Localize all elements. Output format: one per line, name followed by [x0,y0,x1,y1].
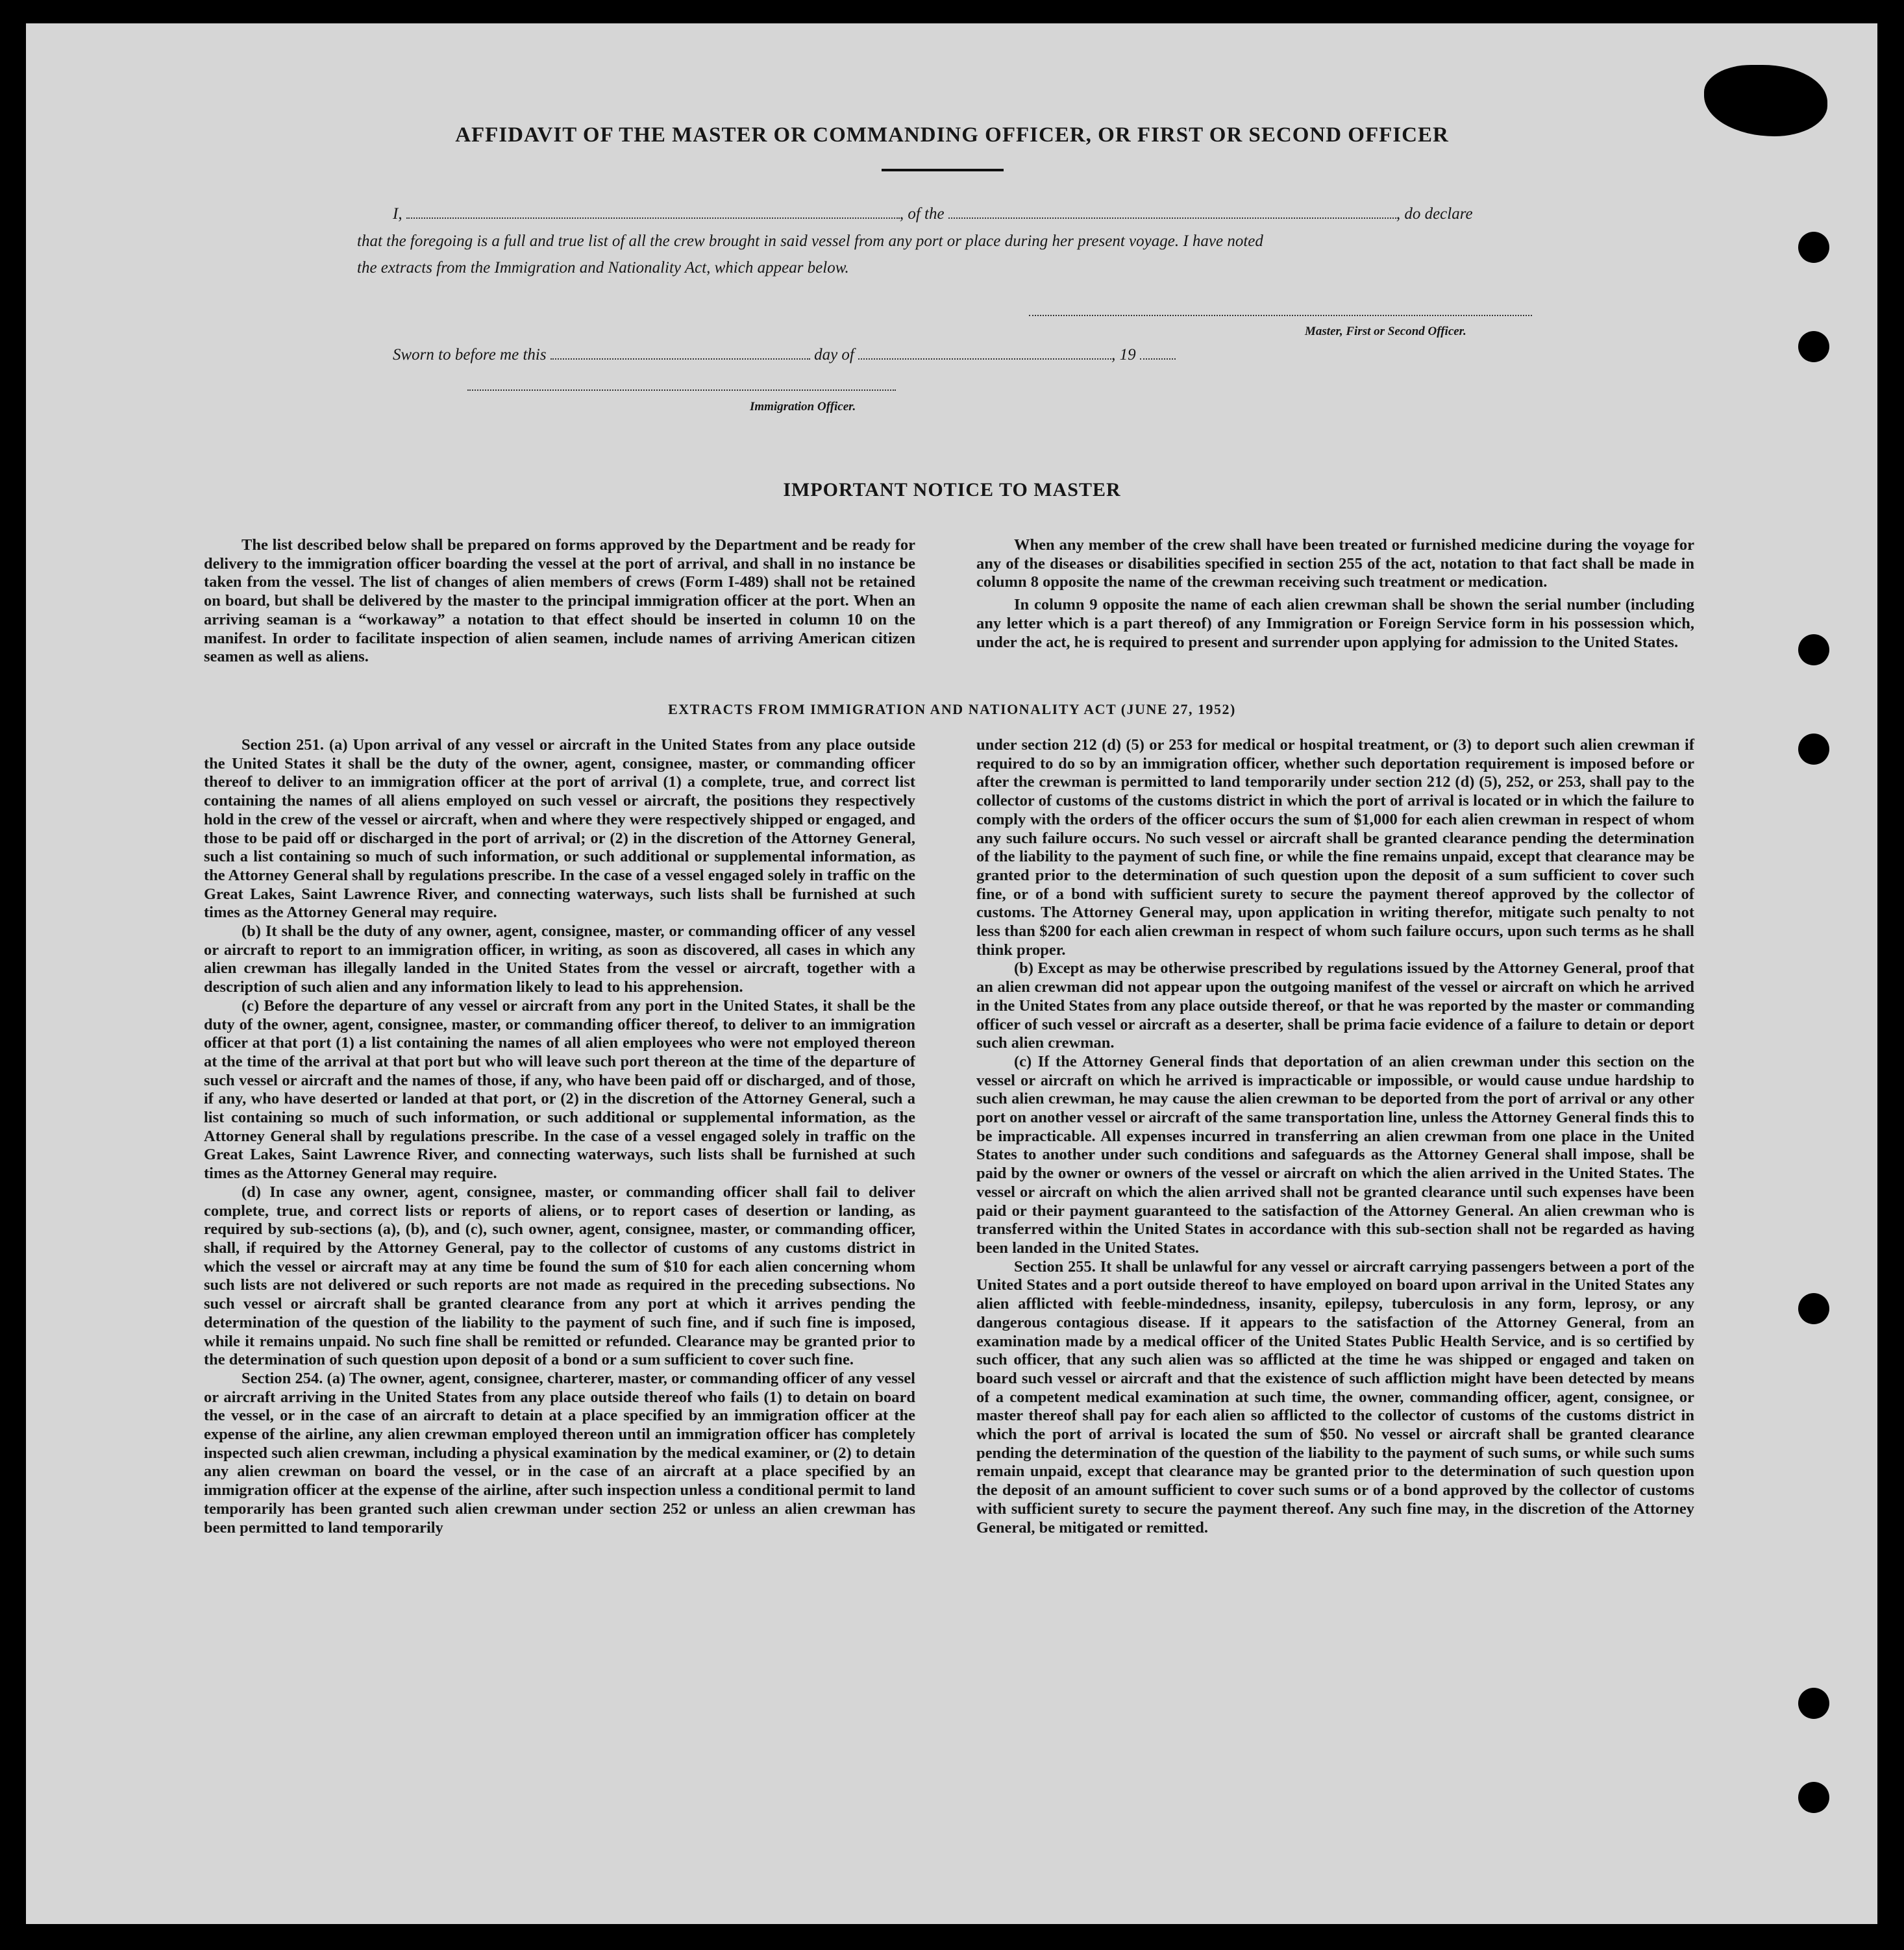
sworn-year-field[interactable] [1140,345,1176,360]
officer-signature-label: Immigration Officer. [750,400,856,413]
punch-hole [1798,634,1829,665]
notice-right-column [976,536,1694,652]
officer-signature-line[interactable] [467,389,896,391]
section-251-d: (d) In case any owner, agent, consignee, master, or commanding officer shall fail to deliver complete, true, and correct lists or reports of aliens, or to report cases of desertion or landing, as required by sub-sections (a), (b), and (c), such owner, agent, consignee, master, or commanding officer, shall, if required by the Attorney General, pay to the collector of customs of any customs district in which the vessel or aircraft may at any time be found the sum of $10 for each alien concerning whom such lists are not delivered or such reports are not made as required in the preceding subsections. No such vessel or aircraft shall be granted clearance from any port at which it arrives pending the determination of the question of the liability to the payment of such fine, and if such fine is imposed, while it remains unpaid. No such fine shall be remitted or refunded. Clearance may be granted prior to the determination of such question upon deposit of a bond or a sum sufficient to cover such fine. [204,1183,915,1369]
sworn-day-field[interactable] [550,345,810,360]
declarant-name-field[interactable] [406,204,900,219]
master-signature-label: Master, First or Second Officer. [1305,325,1466,338]
master-signature-line[interactable] [1029,315,1532,316]
punch-hole [1798,734,1829,765]
vessel-name-field[interactable] [948,204,1396,219]
day-of-label: day of [814,346,854,364]
punch-hole [1798,331,1829,362]
affidavit-title: AFFIDAVIT OF THE MASTER OR COMMANDING OFFICER, OR FIRST OR SECOND OFFICER [455,123,1449,147]
title-rule [882,169,1004,171]
section-255: Section 255. It shall be unlawful for any vessel or aircraft carrying passengers between a port of the United States and a port outside thereof to have employed on board upon arrival in the United States any alien afflicted with feeble-mindedness, insanity, epilepsy, tuberculosis in any form, leprosy, or any dangerous contagious disease. If it appears to the satisfaction of the Attorney General, from an examination made by a medical officer of the United States Public Health Service, and is so certified by such officer, that any such alien was so afflicted at the time he was shipped or engaged and taken on board such vessel or aircraft and that the existence of such affliction might have been detected by means of a competent medical examination at such time, the owner, commanding officer, agent, consignee, or master thereof shall pay for each alien so afflicted to the collector of customs of the customs district in which the port of arrival is located the sum of $50. No vessel or aircraft shall be granted clearance pending the determination of the question of the liability to the payment of such sums, or while such sums remain unpaid, except that clearance may be granted prior to the determination of such question upon the deposit of an amount sufficient to cover such sums or of a bond approved by the collector of customs with sufficient surety to secure the payment thereof. Any such fine may, in the discretion of the Attorney General, be mitigated or remitted. [976,1257,1694,1537]
section-254-a-continued: under section 212 (d) (5) or 253 for medical or hospital treatment, or (3) to deport such alien crewman if required to do so by an immigration officer, whether such deportation requirement is imposed before or after the crewman is permitted to land temporarily under section 212 (d) (5), 252, or 253, shall pay to the collector of customs of the customs district in which the port of arrival is located or in which the failure to comply with the orders of the officer occurs the sum of $1,000 for each alien crewman in respect of whom any such failure occurs. No such vessel or aircraft shall be granted clearance pending the determination of the liability to the payment of such fine, or while the fine remains unpaid, except that clearance may be granted prior to the determination of such question upon the deposit of a sum sufficient to cover such fine, or of a bond with sufficient surety to secure the payment thereof approved by the collector of customs. The Attorney General may, upon application in writing therefor, mitigate such penalty to not less than $200 for each alien crewman in respect of whom such failure occurs, upon such terms as he shall think proper. [976,736,1694,959]
notice-left-paragraph: The list described below shall be prepared on forms approved by the Department and be ready for delivery to the immigration officer boarding the vessel at the port of arrival, and shall in no instance be taken from the vessel. The list of changes of alien members of crews (Form I-489) shall not be retained on board, but shall be delivered by the master to the principal immigration officer at the port. When an arriving seaman is a “workaway” a notation to that effect should be inserted in column 10 on the manifest. In order to facilitate inspection of alien seamen, include names of arriving American citizen seamen as well as aliens. [204,536,915,666]
extracts-title: EXTRACTS FROM IMMIGRATION AND NATIONALITY ACT (JUNE 27, 1952) [668,701,1236,717]
section-254-b: (b) Except as may be otherwise prescribed by regulations issued by the Attorney General, proof that an alien crewman did not appear upon the outgoing manifest of the vessel or aircraft on which he arrived in the United States from any place outside thereof, or that he was reported by the master or commanding officer of such vessel or aircraft as a deserter, shall be prima facie evidence of a failure to detain or deport such alien crewman. [976,959,1694,1052]
declarant-prefix: I, [393,205,402,223]
sworn-line [393,345,1176,364]
extracts-left-column [204,736,915,1537]
notice-title: IMPORTANT NOTICE TO MASTER [783,479,1121,500]
punch-hole [1798,1688,1829,1719]
year-prefix: , 19 [1111,346,1136,364]
section-251-b: (b) It shall be the duty of any owner, agent, consignee, master, or commanding officer of any vessel or aircraft to report to an immigration officer, in writing, as soon as discovered, all cases in which any alien crewman has illegally landed in the United States from the vessel or aircraft, together with a description of such alien and any information likely to lead to his apprehension. [204,922,915,996]
declaration-line [393,204,1473,223]
extracts-right-column [976,736,1694,1537]
declare-label: , do declare [1396,205,1473,223]
notice-left-column [204,536,915,667]
sworn-prefix: Sworn to before me this [393,346,547,364]
punch-hole [1798,232,1829,263]
statement-line-1: that the foregoing is a full and true list of all the crew brought in said vessel from any port or place during her present voyage. I have noted [357,232,1263,250]
section-254-c: (c) If the Attorney General finds that deportation of an alien crewman under this section on the vessel or aircraft on which he arrived is impracticable or impossible, or would cause undue hardship to such alien crewman, he may cause the alien crewman to be deported from the port of arrival or any other port on another vessel or aircraft of the same transportation line, unless the Attorney General finds this to be impracticable. All expenses incurred in transferring an alien crewman from one place in the United States to another under such conditions and safeguards as the Attorney General shall impose, shall be paid by the owner or owners of the vessel or aircraft on which the alien arrived in the United States. The vessel or aircraft on which the alien arrived shall not be granted clearance until such expenses have been paid or their payment guaranteed to the satisfaction of the Attorney General. An alien crewman who is transferred within the United States in accordance with this sub-section shall not be regarded as having been landed in the United States. [976,1052,1694,1257]
punch-hole [1798,1293,1829,1324]
notice-right-paragraph-2: In column 9 opposite the name of each alien crewman shall be shown the serial number (including any letter which is a part thereof) of any Immigration or Foreign Service form in his possession which, under the act, he is required to present and surrender upon applying for admission to the United States. [976,596,1694,651]
section-251-a: Section 251. (a) Upon arrival of any vessel or aircraft in the United States from any place outside the United States it shall be the duty of the owner, agent, consignee, master, or commanding officer thereof to deliver to an immigration officer at the port of arrival (1) a complete, true, and correct list containing the names of all aliens employed on such vessel or aircraft, the positions they respectively hold in the crew of the vessel or aircraft, when and where they were respectively shipped or engaged, and those to be paid off or discharged in the port of arrival; or (2) in the discretion of the Attorney General, such a list containing so much of such information, or such additional or supplemental information, as the Attorney General shall by regulations prescribe. In the case of a vessel engaged solely in traffic on the Great Lakes, Saint Lawrence River, and connecting waterways, such lists shall be furnished at such times as the Attorney General may require. [204,736,915,922]
of-the-label: , of the [899,205,945,223]
section-251-c: (c) Before the departure of any vessel or aircraft from any port in the United States, it shall be the duty of the owner, agent, consignee, master, or commanding officer thereof, to deliver to an immigration officer at that port (1) a list containing the names of all alien employees who were not employed thereon at the time of the arrival at that port but who will leave such port thereon at the time of the departure of such vessel or aircraft and the names of those, if any, who have been paid off or discharged, and of those, if any, who have deserted or landed at that port, or (2) in the discretion of the Attorney General, such a list containing so much of such information, or such additional or supplemental information, as the Attorney General shall by regulations prescribe. In the case of a vessel engaged solely in traffic on the Great Lakes, Saint Lawrence River, and connecting waterways, such lists shall be furnished at such times as the Attorney General may require. [204,996,915,1183]
statement-line-2: the extracts from the Immigration and Nationality Act, which appear below. [357,259,849,277]
punch-hole [1798,1782,1829,1813]
section-254-a: Section 254. (a) The owner, agent, consignee, charterer, master, or commanding officer of any vessel or aircraft arriving in the United States from any place outside thereof who fails (1) to detain on board the vessel, or in the case of an aircraft to detain at a place specified by an immigration officer at the expense of the airline, any alien crewman employed thereon until an immigration officer has completely inspected such alien crewman, including a physical examination by the medical examiner, or (2) to detain any alien crewman on board the vessel, or in the case of an aircraft at a place specified by an immigration officer at the expense of the airline, after such inspection unless a conditional permit to land temporarily has been granted such alien crewman under section 252 or unless an alien crewman has been permitted to land temporarily [204,1369,915,1537]
notice-right-paragraph-1: When any member of the crew shall have been treated or furnished medicine during the voyage for any of the diseases or disabilities specified in section 255 of the act, notation to that fact shall be made in column 8 opposite the name of the crewman receiving such treatment or medication. [976,536,1694,591]
sworn-month-field[interactable] [858,345,1111,360]
